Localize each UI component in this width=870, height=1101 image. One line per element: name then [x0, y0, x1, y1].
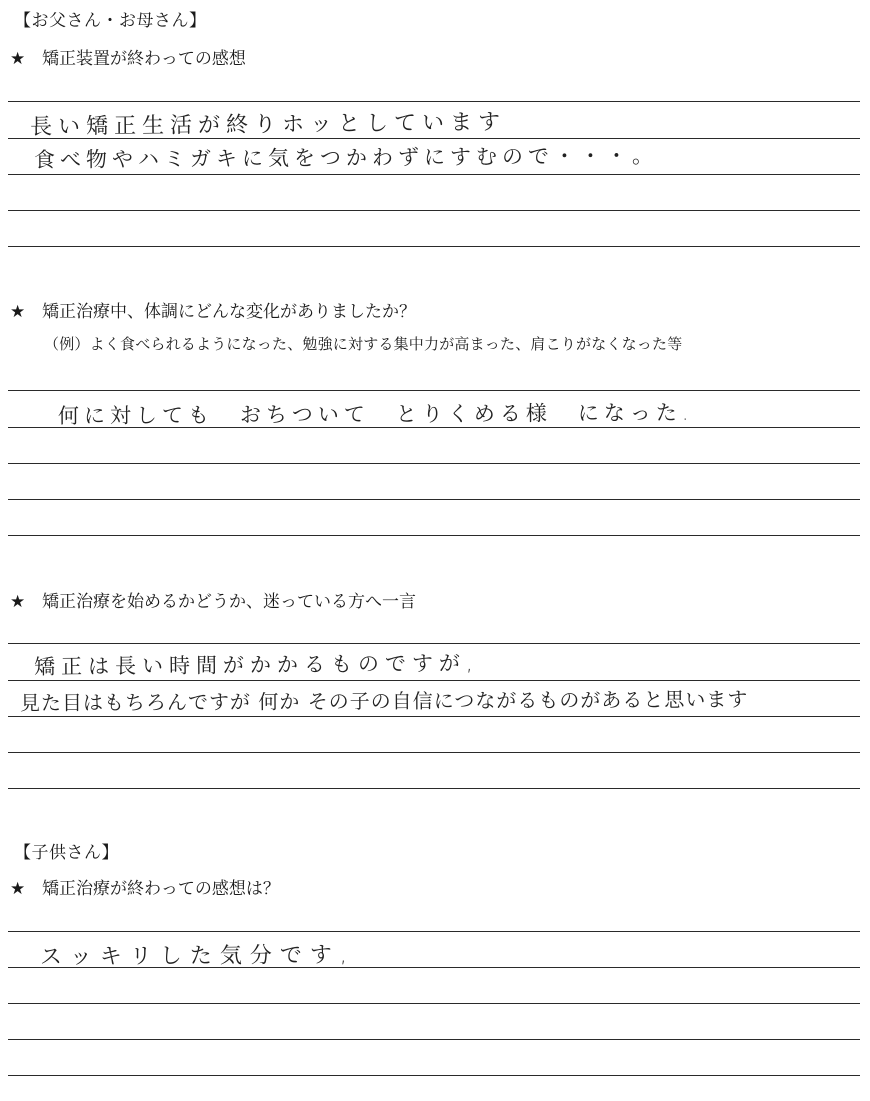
answer-3-line-1: 矯正は長い時間がかかるものですが, [33, 651, 479, 679]
question-3-text: 矯正治療を始めるかどうか、迷っている方へ一言 [42, 592, 416, 612]
question-2-text: 矯正治療中、体調にどんな変化がありましたか？ [42, 302, 416, 322]
star-icon: ★ [10, 592, 26, 612]
answer-line [8, 931, 860, 932]
answer-1-line-1: 長い矯正生活が終りホッとしています [29, 110, 507, 140]
question-2-example: （例）よく食べられるようになった、勉強に対する集中力が高まった、肩こりがなくなった等 [44, 335, 683, 353]
answer-line [8, 174, 860, 175]
star-icon: ★ [10, 879, 26, 899]
answer-1-line-2: 食べ物やハミガキに気をつかわずにすむので・・・。 [33, 143, 659, 172]
answer-line [8, 1039, 860, 1040]
answer-4-line-1: スッキリした気分です, [39, 942, 355, 970]
answer-3-line-2: 見た目はもちろんですが 何か その子の自信につながるものがあると思います [19, 687, 749, 715]
answer-line [8, 752, 860, 753]
answer-line [8, 788, 860, 789]
answer-line [8, 390, 860, 391]
answer-line [8, 535, 860, 536]
question-3 [10, 587, 416, 612]
answer-line [8, 1003, 860, 1004]
answer-line [8, 716, 860, 717]
answer-line [8, 210, 860, 211]
answer-line [8, 1075, 860, 1076]
answer-line [8, 499, 860, 500]
star-icon: ★ [10, 49, 26, 69]
answer-line [8, 246, 860, 247]
child-section-label: 【子供さん】 [14, 843, 119, 863]
question-4-text: 矯正治療が終わっての感想は？ [42, 879, 280, 899]
answer-line [8, 680, 860, 681]
answer-2-line-1: 何に対しても おちついて とりくめる様 になった. [57, 400, 694, 428]
star-icon: ★ [10, 302, 26, 322]
question-1 [10, 44, 246, 69]
parents-section-label: 【お父さん・お母さん】 [14, 11, 207, 31]
question-2 [10, 297, 416, 322]
answer-line [8, 101, 860, 102]
answer-line [8, 463, 860, 464]
question-1-text: 矯正装置が終わっての感想 [42, 49, 246, 69]
answer-line [8, 643, 860, 644]
question-4 [10, 874, 280, 899]
